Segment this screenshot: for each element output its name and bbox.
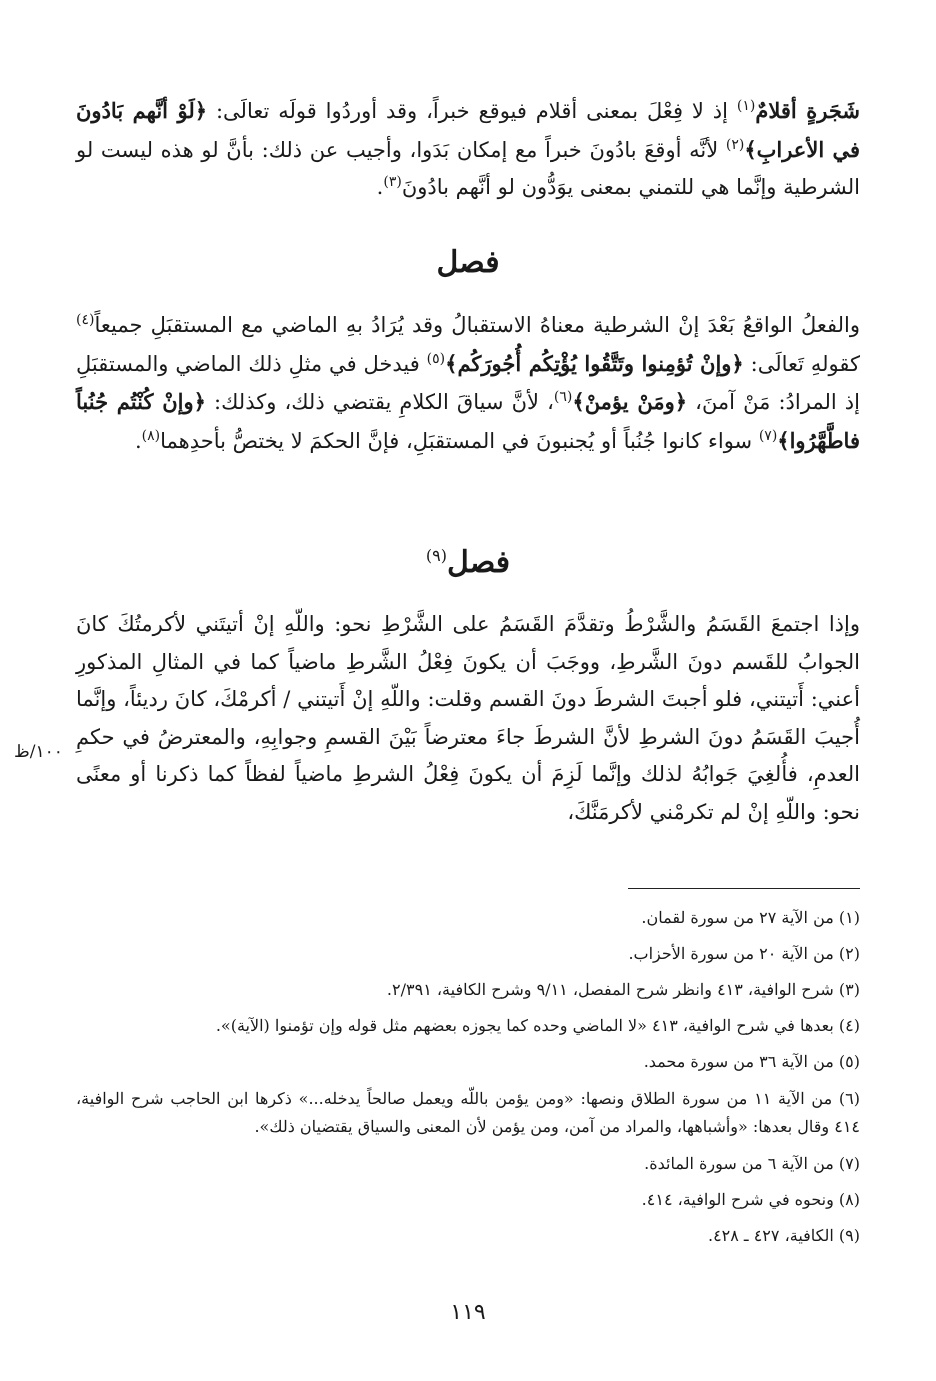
- section-heading-1: فصل: [436, 245, 500, 280]
- page-number: ١١٩: [450, 1300, 486, 1325]
- paragraph-text: والفعلُ الواقعُ بَعْدَ إنْ الشرطية معناهُ الاستقبالُ وقد يُرَادُ بهِ الماضي مع المستقبَلِ جميعاً: [94, 313, 860, 337]
- footnote-2: (٢) من الآية ٢٠ من سورة الأحزاب.: [628, 944, 860, 963]
- quran-quote: شَجَرةٍ أقلامٌ: [755, 98, 860, 123]
- footnote-ref-1: (١): [736, 98, 756, 114]
- footnote-ref-6: (٦): [553, 389, 573, 405]
- paragraph-1: [76, 92, 860, 207]
- footnote-8: (٨) ونحوه في شرح الوافية، ٤١٤.: [641, 1190, 860, 1209]
- footnote-ref-7: (٧): [758, 427, 778, 444]
- footnote-ref-4: (٤): [76, 312, 95, 328]
- footnotes-list: [76, 905, 860, 1259]
- paragraph-text: .: [134, 428, 142, 453]
- footnote-4: (٤) بعدها في شرح الوافية، ٤١٣ «لا الماضي وحده كما يجوزه بعضهم مثل قوله وإن تؤمنوا (الآية)».: [215, 1016, 860, 1035]
- footnote-ref-9: (٩): [425, 546, 447, 565]
- footnote-1: (١) من الآية ٢٧ من سورة لقمان.: [641, 908, 860, 927]
- quran-quote: ﴿ومَنْ يؤمنْ﴾: [572, 389, 688, 414]
- footnote-6: (٦) من الآية ١١ من سورة الطلاق ونصها: «ومن يؤمن باللّه ويعمل صالحاً يدخله...» ذكرها ابن الحاجب شرح الوافية، ٤١٤ وقال بعدها: «وأشباهها، والمراد من آمن، ومن يؤمن لأن المعنى والسياق يقتضيان ذلك».: [76, 1089, 860, 1136]
- footnote-ref-2: (٢): [725, 136, 745, 153]
- footnote-3: (٣) شرح الوافية، ٤١٣ وانظر شرح المفصل، ٩/١١ وشرح الكافية، ٢/٣٩١.: [386, 980, 860, 999]
- footnote-9: (٩) الكافية، ٤٢٧ ـ ٤٢٨.: [707, 1226, 860, 1245]
- quran-quote: ﴿وإنْ تُؤمِنوا وتَتَّقُوا يُؤْتِكُم أُجُورَكُم﴾: [445, 350, 744, 376]
- footnote-divider: [628, 888, 860, 889]
- paragraph-3: وإذا اجتمعَ القَسَمُ والشَّرْطُ وتقدَّمَ القَسَمُ على الشَّرْطِ نحو: واللّهِ إنْ أتيتَني لأكرمتُكَ كانَ الجوابُ للقَسم دونَ الشَّرطِ، ووجَبَ أن يكونَ فِعْلُ الشَّرطِ ماضياً كما في المثالِ المذكورِ أعني: أَتيتني، فلو أجبتَ الشرطَ دونَ القسم وقلت: واللّهِ إنْ أَتيتني / أكرمْكَ، كانَ رديئاً، وإنَّما أُجيبَ القَسَمُ دونَ الشرطِ لأنَّ الشرطَ جاءَ معترضاً بَيْنَ القسمِ وجوابِهِ، والمعترضُ في حكمِ العدمِ، فأُلغِيَ جَوابُهُ لذلك وإنَّما لَزِمَ أن يكونَ فِعْلُ الشرطِ ماضياً لفظاً كما ذكرنا أو معنًى نحو: واللّهِ إنْ لم تكرمْني لأكرمَنَّكَ،: [76, 612, 860, 824]
- footnote-7: (٧) من الآية ٦ من سورة المائدة.: [644, 1154, 860, 1173]
- paragraph-text: كقولهِ تَعالَى:: [743, 351, 861, 376]
- section-heading-text: فصل: [447, 545, 511, 580]
- footnote-ref-8: (٨): [141, 427, 161, 444]
- paragraph-text: ، لأنَّ سياقَ الكلامِ يقتضي ذلك، وكذلك:: [205, 390, 554, 414]
- paragraph-text: لأنَّه أوقعَ بادُونَ خبراً مع إمكان بَدَوا، وأجيب عن ذلك: بأنَّ لو هذه ليست لو الشرطية وإنَّما هي للتمني بمعنى يوَدُّون لو أنَّهم بادُونَ: [76, 137, 860, 199]
- footnote-5: (٥) من الآية ٣٦ من سورة محمد.: [643, 1052, 860, 1071]
- paragraph-text: سواء كانوا جُنُباً أو يُجنبونَ في المستقبَلِ، فإنَّ الحكمَ لا يختصُّ بأحدِهما: [160, 428, 759, 453]
- paragraph-text: .: [376, 175, 384, 199]
- paragraph-text: إذ لا فِعْلَ بمعنى أقلام فيوقع خبراً، وقد أوردُوا قولَه تعالَى:: [207, 99, 737, 123]
- manuscript-folio-reference: ١٠٠/ظ: [14, 742, 63, 762]
- section-heading-2: [0, 545, 936, 580]
- quran-quote: ﴿لَوْ أنَّهم بَادُونَ في الأعرابِ﴾: [76, 98, 860, 162]
- paragraph-text: فيدخل في مثلِ ذلك الماضي والمستقبَلِ إذ المرادُ: مَنْ آمنَ،: [76, 351, 860, 414]
- footnote-ref-3: (٣): [383, 174, 402, 190]
- quran-quote: ﴿وإنْ كُنْتُم جُنُباً فاطَّهَّرُوا﴾: [76, 389, 860, 453]
- paragraph-2: [76, 307, 860, 460]
- footnote-ref-5: (٥): [426, 350, 446, 367]
